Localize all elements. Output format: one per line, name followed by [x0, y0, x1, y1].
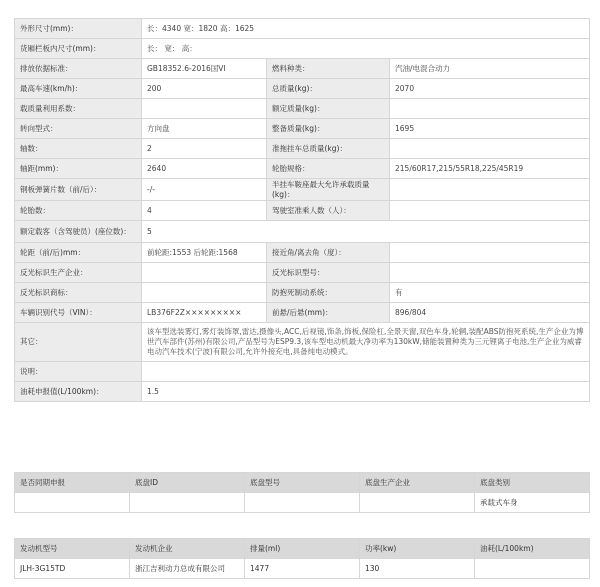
table-header-row [15, 473, 590, 493]
row-value: 方向盘 [142, 119, 267, 139]
row-label: 燃料种类： [267, 59, 390, 79]
row-label: 排放依据标准： [15, 59, 142, 79]
table-row [15, 201, 590, 221]
row-label: 其它： [15, 323, 142, 362]
row-value: 该车型选装雾灯,雾灯装饰罩,雷达,摄像头,ACC,后视镜,饰条,饰板,保险杠,全景天窗,双色车身,轮辋,装配ABS防抱死系统,生产企业为博世汽车部件(苏州)有限公司,产品型号为ESP9.3,该车型电动机最大净功率为130kW,储能装置种类为三元锂离子电池,生产企业为威睿电动汽车技术(宁波)有限公司,允许外接充电,具备纯电动模式。 [142, 323, 590, 362]
table-cell: 1477 [245, 559, 360, 579]
table-header-row [15, 539, 590, 559]
table-row [15, 119, 590, 139]
row-label: 轴距(mm)： [15, 159, 142, 179]
row-label: 轮胎数： [15, 201, 142, 221]
row-value [142, 362, 590, 382]
row-value [390, 263, 590, 283]
row-label: 前悬/后悬(mm)： [267, 303, 390, 323]
table-row [15, 19, 590, 39]
row-value: 200 [142, 79, 267, 99]
row-label: 总质量(kg)： [267, 79, 390, 99]
table-row [15, 179, 590, 201]
row-value [142, 283, 267, 303]
table-row [15, 79, 590, 99]
column-header: 发动机型号 [15, 539, 130, 559]
row-value: 215/60R17,215/55R18,225/45R19 [390, 159, 590, 179]
table-row [15, 362, 590, 382]
table-row [15, 221, 590, 243]
row-value [390, 201, 590, 221]
row-value: 1.5 [142, 382, 590, 402]
row-label: 半挂车鞍座最大允许承载质量(kg)： [267, 179, 390, 201]
row-label: 反光标识生产企业： [15, 263, 142, 283]
table-row [15, 303, 590, 323]
column-header: 功率(kw) [360, 539, 475, 559]
engine-table-wrap [14, 538, 590, 579]
table-row [15, 59, 590, 79]
row-label: 车辆识别代号（VIN）： [15, 303, 142, 323]
row-label: 最高车速(km/h)： [15, 79, 142, 99]
row-label: 接近角/离去角（度）： [267, 243, 390, 263]
table-row [15, 382, 590, 402]
row-label: 整备质量(kg)： [267, 119, 390, 139]
row-value: 2 [142, 139, 267, 159]
row-label: 说明： [15, 362, 142, 382]
table-row [15, 139, 590, 159]
row-label: 轮距（前/后)mm： [15, 243, 142, 263]
row-label: 钢板弹簧片数（前/后）： [15, 179, 142, 201]
row-label: 货厢栏板内尺寸(mm)： [15, 39, 142, 59]
row-label: 额定质量(kg)： [267, 99, 390, 119]
table-cell [475, 559, 590, 579]
row-value: 896/804 [390, 303, 590, 323]
table-cell [130, 493, 245, 513]
vehicle-parameters-table [14, 18, 590, 402]
chassis-table-wrap [14, 472, 590, 513]
table-row [15, 39, 590, 59]
row-label: 油耗申报值(L/100km)： [15, 382, 142, 402]
row-value: GB18352.6-2016国VI [142, 59, 267, 79]
table-cell: 130 [360, 559, 475, 579]
row-label: 反光标识商标： [15, 283, 142, 303]
row-value [142, 99, 267, 119]
row-label: 防抱死制动系统： [267, 283, 390, 303]
row-value: 长： 宽： 高： [142, 39, 590, 59]
table-row [15, 263, 590, 283]
row-value: 2070 [390, 79, 590, 99]
column-header: 油耗(L/100km) [475, 539, 590, 559]
row-label: 转向型式： [15, 119, 142, 139]
chassis-table [14, 472, 590, 513]
row-value: 5 [142, 221, 590, 243]
row-value [390, 179, 590, 201]
column-header: 是否同期申报 [15, 473, 130, 493]
row-value: 前轮距:1553 后轮距:1568 [142, 243, 267, 263]
table-row [15, 283, 590, 303]
row-label: 轴数： [15, 139, 142, 159]
row-value [390, 139, 590, 159]
column-header: 底盘生产企业 [360, 473, 475, 493]
table-row [15, 99, 590, 119]
row-value: 长：4340 宽：1820 高：1625 [142, 19, 590, 39]
row-value: -/- [142, 179, 267, 201]
row-label: 额定载客（含驾驶员）(座位数)： [15, 221, 142, 243]
row-value: 汽油/电混合动力 [390, 59, 590, 79]
column-header: 底盘ID [130, 473, 245, 493]
column-header: 发动机企业 [130, 539, 245, 559]
row-label: 驾驶室准乘人数（人）： [267, 201, 390, 221]
table-cell [15, 493, 130, 513]
table-row [15, 323, 590, 362]
table-cell: JLH-3G15TD [15, 559, 130, 579]
table-cell [360, 493, 475, 513]
column-header: 底盘型号 [245, 473, 360, 493]
table-cell: 浙江吉利动力总成有限公司 [130, 559, 245, 579]
vehicle-parameters-table-wrap [14, 18, 590, 402]
table-cell: 承载式车身 [475, 493, 590, 513]
row-label: 反光标识型号： [267, 263, 390, 283]
table-row [15, 243, 590, 263]
row-value: 有 [390, 283, 590, 303]
row-value: 1695 [390, 119, 590, 139]
table-cell [245, 493, 360, 513]
row-label: 准拖挂车总质量(kg)： [267, 139, 390, 159]
table-row [15, 559, 590, 579]
row-value [142, 263, 267, 283]
row-label: 载质量利用系数： [15, 99, 142, 119]
row-value [390, 243, 590, 263]
row-label: 外形尺寸(mm)： [15, 19, 142, 39]
table-row [15, 159, 590, 179]
engine-table [14, 538, 590, 579]
row-value [390, 99, 590, 119]
row-value: 4 [142, 201, 267, 221]
row-value: LB376F2Z××××××××× [142, 303, 267, 323]
row-label: 轮胎规格： [267, 159, 390, 179]
column-header: 底盘类别 [475, 473, 590, 493]
column-header: 排量(ml) [245, 539, 360, 559]
table-row [15, 493, 590, 513]
row-value: 2640 [142, 159, 267, 179]
